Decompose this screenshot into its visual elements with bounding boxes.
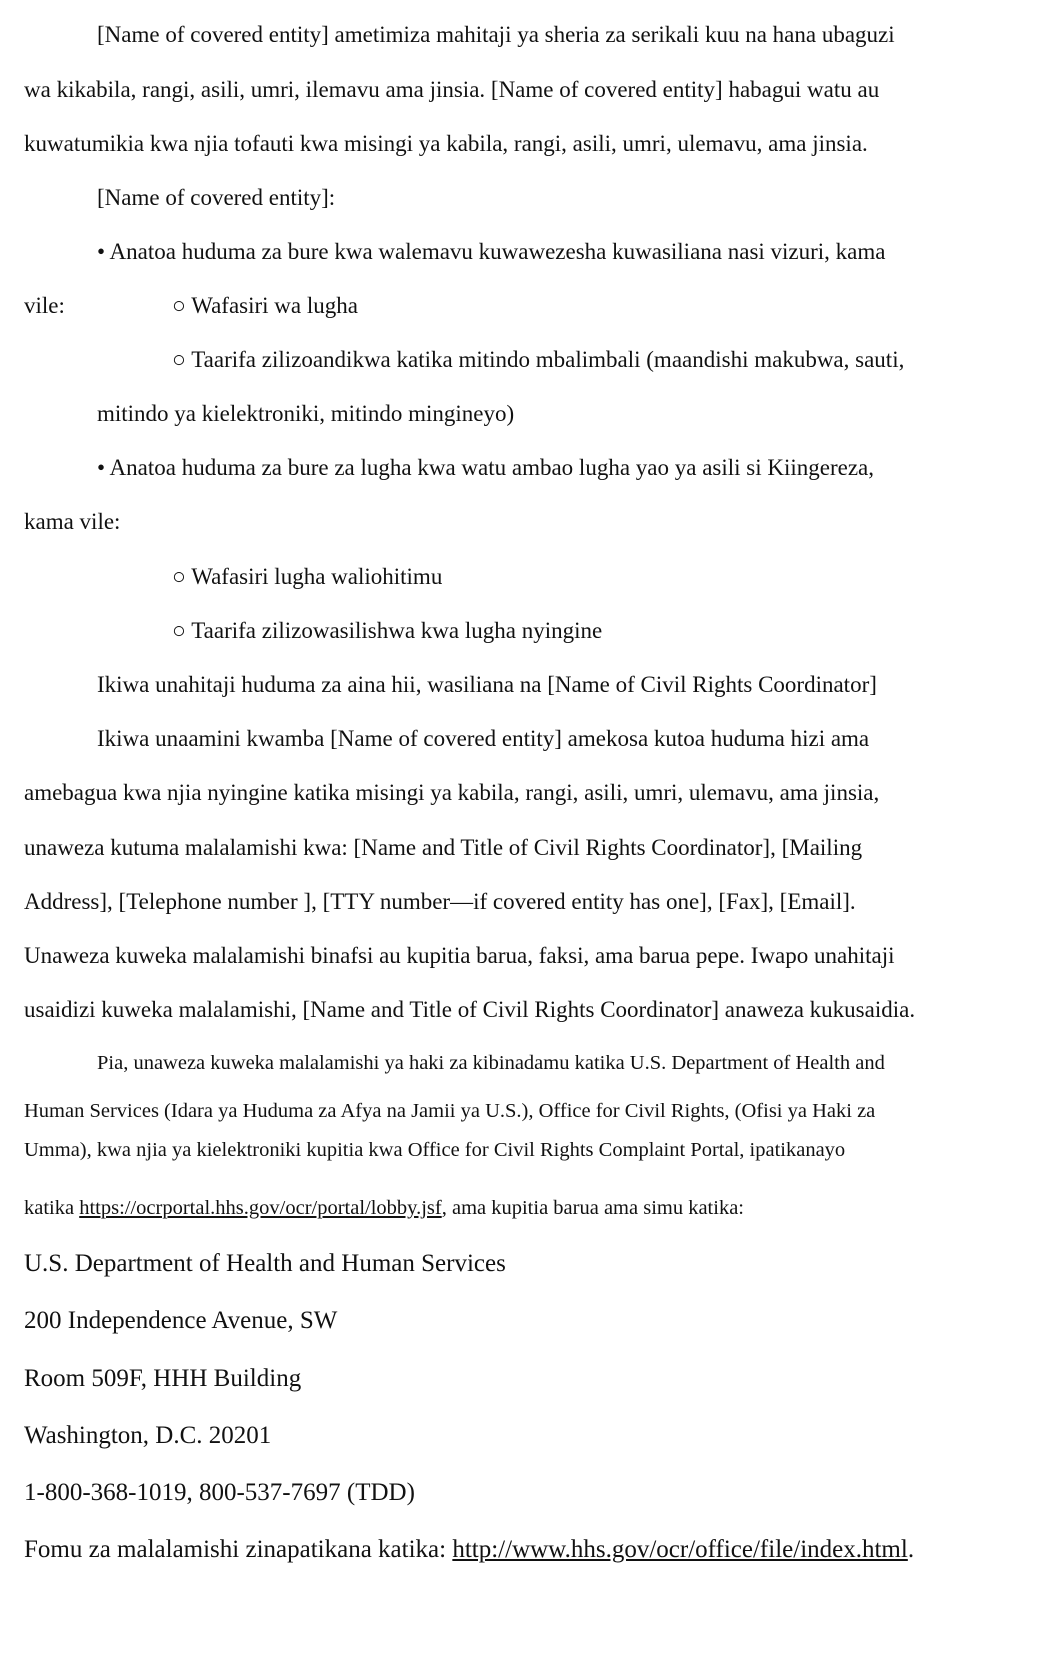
bullet-1-line-1: • Anatoa huduma za bure kwa walemavu kuwawezesha kuwasiliana nasi vizuri, kama bbox=[97, 239, 886, 264]
paragraph-3-line-2: Human Services (Idara ya Huduma za Afya na Jamii ya U.S.), Office for Civil Rights, (Ofisi ya Haki za bbox=[24, 1100, 876, 1122]
bullet-2-line-1: • Anatoa huduma za bure za lugha kwa watu ambao lugha yao ya asili si Kiingereza, bbox=[97, 455, 875, 480]
forms-line bbox=[24, 1536, 914, 1564]
paragraph-2-line-1: Ikiwa unaamini kwamba [Name of covered entity] amekosa kutoa huduma hizi ama bbox=[97, 726, 870, 751]
bullet-1-sub-item-2-line-2: mitindo ya kielektroniki, mitindo mingineyo) bbox=[97, 401, 515, 426]
bullet-2-sub-item-1: ○ Wafasiri lugha waliohitimu bbox=[172, 564, 443, 589]
bullet-1-sub-item-2-line-1: ○ Taarifa zilizoandikwa katika mitindo mbalimbali (maandishi makubwa, sauti, bbox=[172, 347, 905, 372]
bullet-1-sub-item-1: ○ Wafasiri wa lugha bbox=[172, 293, 358, 318]
paragraph-2-line-2: amebagua kwa njia nyingine katika misingi ya kabila, rangi, asili, umri, ulemavu, ama jinsia, bbox=[24, 780, 880, 805]
paragraph-1-line-1: [Name of covered entity] ametimiza mahitaji ya sheria za serikali kuu na hana ubaguzi bbox=[97, 22, 895, 47]
paragraph-2-line-6: usaidizi kuweka malalamishi, [Name and Title of Civil Rights Coordinator] anaweza kukusaidia. bbox=[24, 997, 916, 1022]
entity-label: [Name of covered entity]: bbox=[97, 185, 336, 210]
paragraph-3-line-4-suffix: , ama kupitia barua ama simu katika: bbox=[441, 1197, 744, 1219]
address-organization: U.S. Department of Health and Human Services bbox=[24, 1250, 506, 1277]
forms-line-suffix: . bbox=[907, 1536, 915, 1563]
address-street: 200 Independence Avenue, SW bbox=[24, 1307, 338, 1334]
paragraph-3-line-3: Umma), kwa njia ya kielektroniki kupitia kwa Office for Civil Rights Complaint Portal, ipatikanayo bbox=[24, 1139, 846, 1161]
paragraph-2-line-3: unaweza kutuma malalamishi kwa: [Name and Title of Civil Rights Coordinator], [Mailing bbox=[24, 835, 863, 860]
paragraph-3-line-1: Pia, unaweza kuweka malalamishi ya haki za kibinadamu katika U.S. Department of Health and bbox=[97, 1052, 885, 1074]
address-room: Room 509F, HHH Building bbox=[24, 1365, 302, 1392]
address-city: Washington, D.C. 20201 bbox=[24, 1422, 272, 1449]
forms-line-prefix: Fomu za malalamishi zinapatikana katika: bbox=[24, 1536, 453, 1563]
paragraph-2-line-4: Address], [Telephone number ], [TTY number—if covered entity has one], [Fax], [Email]. bbox=[24, 889, 856, 914]
contact-line: Ikiwa unahitaji huduma za aina hii, wasiliana na [Name of Civil Rights Coordinator] bbox=[97, 672, 877, 697]
paragraph-1-line-2: wa kikabila, rangi, asili, umri, ilemavu ama jinsia. [Name of covered entity] habagui watu au bbox=[24, 77, 880, 102]
paragraph-1-line-3: kuwatumikia kwa njia tofauti kwa misingi ya kabila, rangi, asili, umri, ulemavu, ama jinsia. bbox=[24, 131, 868, 156]
bullet-2-sub-item-2: ○ Taarifa zilizowasilishwa kwa lugha nyingine bbox=[172, 618, 603, 643]
paragraph-3-line-4-prefix: katika bbox=[24, 1197, 80, 1219]
bullet-2-line-2: kama vile: bbox=[24, 509, 121, 534]
address-phones: 1-800-368-1019, 800-537-7697 (TDD) bbox=[24, 1479, 415, 1506]
complaint-forms-link[interactable]: http://www.hhs.gov/ocr/office/file/index.html bbox=[452, 1536, 908, 1563]
ocr-portal-link[interactable]: https://ocrportal.hhs.gov/ocr/portal/lobby.jsf bbox=[79, 1197, 442, 1219]
bullet-1-line-2-prefix: vile: bbox=[24, 293, 65, 318]
paragraph-3-line-4 bbox=[24, 1194, 744, 1222]
paragraph-2-line-5: Unaweza kuweka malalamishi binafsi au kupitia barua, faksi, ama barua pepe. Iwapo unahitaji bbox=[24, 943, 895, 968]
